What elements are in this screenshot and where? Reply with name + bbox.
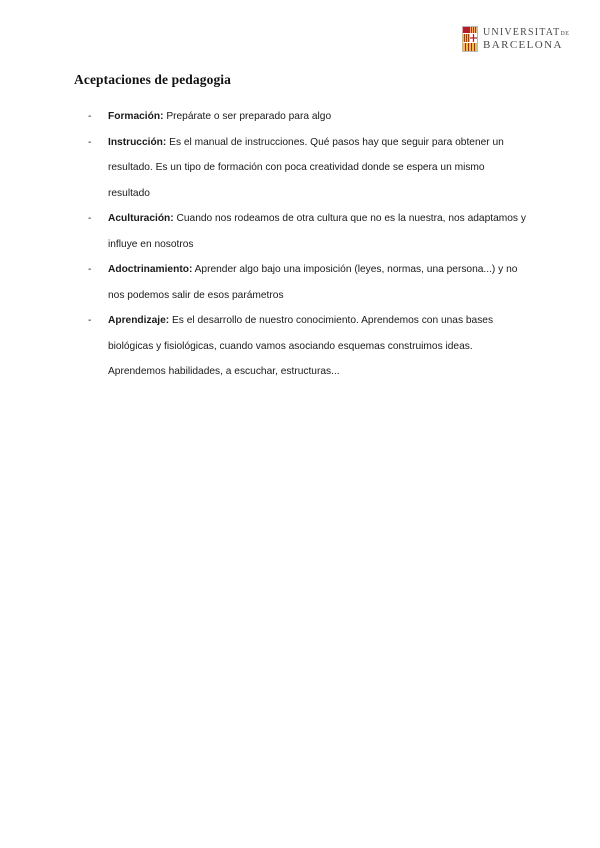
item-text: Prepárate o ser preparado para algo (163, 111, 332, 122)
item-text: Es el desarrollo de nuestro conocimiento. Aprendemos con unas bases biológicas y fisiológicas, cuando vamos asociando esquemas construimos ideas. Aprendemos habilidades, a escuchar, estructuras... (108, 315, 494, 377)
item-text: Aprender algo bajo una imposición (leyes, normas, una persona...) y no nos podemos salir de esos parámetros (108, 264, 518, 301)
university-shield-icon (462, 26, 478, 52)
item-term: Formación: (108, 111, 164, 122)
list-dash: - (88, 264, 92, 275)
section-heading: Aceptaciones de pedagogia (74, 72, 231, 87)
list-item-aculturacion (88, 206, 528, 257)
list-dash: - (88, 136, 92, 148)
list-dash: - (88, 315, 92, 326)
university-name (483, 27, 569, 51)
item-text: Es el manual de instrucciones. Qué pasos hay que seguir para obtener un resultado. Es un tipo de formación con poca creatividad donde se espera un mismo resultado (108, 136, 504, 199)
item-term: Adoctrinamiento: (108, 264, 193, 275)
list-dash: - (88, 111, 92, 122)
university-name-de: DE (560, 31, 570, 37)
item-term: Aprendizaje: (108, 315, 170, 326)
item-text: Cuando nos rodeamos de otra cultura que no es la nuestra, nos adaptamos y influye en nosotros (108, 213, 526, 250)
list-item-adoctrinamiento (88, 257, 528, 308)
list-item-aprendizaje (88, 308, 528, 385)
list-item-instruccion (88, 130, 528, 207)
university-logo (462, 26, 569, 52)
university-name-line1: UNIVERSITAT (483, 27, 561, 38)
item-term: Instrucción: (108, 136, 167, 148)
university-name-line2: BARCELONA (483, 39, 563, 51)
item-term: Aculturación: (108, 213, 174, 224)
definitions-list (88, 104, 528, 385)
list-item-formacion (88, 104, 528, 130)
list-dash: - (88, 213, 92, 224)
